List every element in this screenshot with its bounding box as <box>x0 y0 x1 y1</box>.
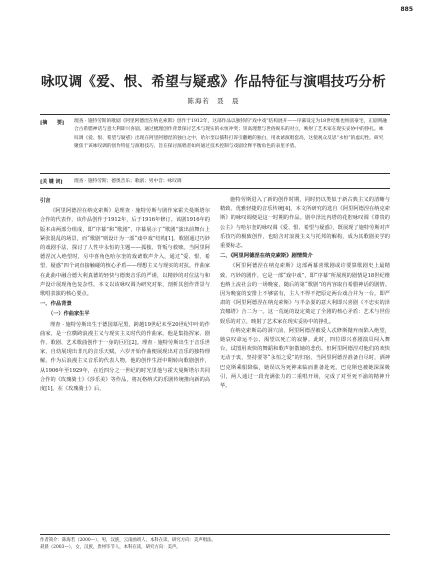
abstract-text: 理查 · 施特劳斯的歌剧《阿里阿德涅在纳克索斯》创作于1912年，这部作品以独特的“戏中戏”结构展开——序幕设定为18世纪维也纳富豪宅，正剧则融合古希腊神话与意大利即兴喜剧。通过梳理创作背景探讨艺术与现实的永恒冲突；崇高理想与世俗娱乐的对立，映射了艺术家在现实妥协中的挣扎。咏叹调《爱、恨、希望与疑惑》出现在阿里阿德涅的独白之中，哈尔奎以插科打诨引翻她的独白，用欢谑演唱套高，这使观众反思“永恒”的虚幻性。研究聚焦于该咏叹调的创作特征与演唱技巧，旨在探讨演唱者如何通过技术控制与戏剧诠释平衡角色的表里矛盾。 <box>74 119 388 150</box>
article-authors: 陈海若 聂 晨 <box>187 97 240 105</box>
left-column <box>40 196 210 394</box>
abstract-label: [摘 要] <box>40 120 65 126</box>
section-2-heading: 二、《阿里阿德涅在纳克索斯》剧情简介 <box>220 253 313 260</box>
abstract-box <box>40 114 390 174</box>
subsection-1-heading: （一）作曲家生平 <box>48 311 90 318</box>
keywords-box <box>40 176 390 189</box>
page-number: 885 <box>400 6 413 13</box>
right-column <box>220 196 390 391</box>
keywords-label: [关 键 词] <box>40 179 63 185</box>
author-footnote <box>40 534 390 551</box>
synopsis-paragraph-2: 在纳克索斯岛的洞穴前，阿里阿德涅被爱人忒修斯抛弃而陷入绝望，她哀叹命运不公，渴望以死亡的寂静。此时，四位即兴喜剧演员闯入舞台，试图用欢快的舞蹈和歌声驱散她的悲伤。但阿里阿德涅对他们的欢快无动于衷，坚持要等“永恒之爱”的归宿。当阿里阿德涅准备自尽时，酒神巴克斯乘船降临，她误以为死神来临而准备赴死。巴克斯也被她深深吸引，两人通过一段充满张力的二重唱开场，完成了对至死不渝的精神升华。 <box>220 327 390 390</box>
footnote-line-2: 聂晨（2003—），女，汉族，贵州毕节人，本科在读，研究方向：美声。 <box>40 545 181 550</box>
section-1-heading: 一、作品背景 <box>40 301 72 308</box>
footnote-line-1: 作者简介：陈海若（2000—），男，汉族，云南曲靖人，本科在读，研究方向：美声唱法。 <box>40 538 216 543</box>
continued-paragraph: 施特劳斯进入了新的创作时期，同时仍以类似于新古典主义的清晰与精致、优雅轻捷的音乐传统[4]。本文所研究的选自《阿里阿德涅在纳克索斯》的咏叹调便是这一时期的作品。剧中泽比内塔的花腔咏叹调《尊贵的公主》与哈尔奎的咏叹调《爱、恨、希望与疑惑》，既展现了施特劳斯对声乐技巧的极致创作，也暗含对浪漫主义与托邦的解构，成为其歌剧美学的重要标志。 <box>220 197 390 250</box>
intro-paragraph: 《阿里阿德涅在纳克索斯》是理查 · 施特劳斯与剧作家霍夫曼斯塔尔合作的代表作，该作品创作于1912年，后于1916年修订。该剧1916年的版本由两部分组成，即“序幕”和“歌剧”，序幕展示了“歌剧”演出前舞台上紧张混乱的场景，而“歌剧”则设计为一部“戏中戏”结构[1]。歌剧通过巧妙的戏剧手法，探讨了人性中永恒的主题——孤独、背叛与救赎。当阿里阿德涅沉入绝望时，另中喜角色哈尔奎的戏谑歌声介入，通过“爱、恨、希望、疑惑”四个词直接触碰的核心矛盾——理想主义与现实的对抗。作曲家在此曲中融合德大利真德的轻快与德奥音乐的严谨，以精妙的对位法与和声设计展现角色复杂性。本文以该咏叹调为研究对象，剖析其创作背景与歌唱表演的核心要点。 <box>40 208 210 298</box>
intro-heading: 引言 <box>40 198 51 204</box>
keywords-text: 理查 · 施特劳斯；德奥音乐；歌剧；男中音；咏叹调 <box>74 179 182 184</box>
synopsis-paragraph-1: 《阿里阿德涅在纳克索斯》这部两幕喜歌剧或许要算歌剧史上最精致、巧妙的剧作。它是一部“戏中戏”，即“序幕”所展现的剧情是18世纪维也纳上流社会的一场晚宴，随后的第“歌剧”的内容取自希腊神话的剧情。因为晚宴的安排上不够富有，主人不得不把原定两台戏合并为一台。即严肃的《阿里阿德涅在纳克索斯》与半杂耍的意大利即兴喜剧《不忠实的泽宾娜塔》合二为一。这一荒诞的设定奠定了全剧的核心矛盾：艺术与世俗娱乐的对立，映射了艺术家在现实妥协中的挣扎。 <box>220 263 390 325</box>
composer-paragraph: 理查 · 施特劳斯出生于德国慕尼黑，跨越19世纪末至20世纪中叶的作曲家，是一位横跨浪漫主义与现实主义时代的作曲家。他是集指挥家、剧作、歌剧、艺术歌曲创作于一身的巨匠[2]。理查 · 施特劳斯出生于音乐世家，自幼展现出非凡的音乐天赋，六岁开始作曲便展现出对音乐的独特理解。作为后浪漫主义音乐的代表人物，他的创作生涯中期转向歌剧创作，从1906年至1929年，在近四分之一世纪的时光里他与霍夫曼斯塔尔共同合作的《玫瑰骑士》《莎乐美》等作品，将瓦格纳式的乐剧传统推向新的高度[1]。在《玫瑰骑士》后， <box>40 321 210 393</box>
article-title: 咏叹调《爱、恨、希望与疑惑》作品特征与演唱技巧分析 <box>41 74 386 90</box>
